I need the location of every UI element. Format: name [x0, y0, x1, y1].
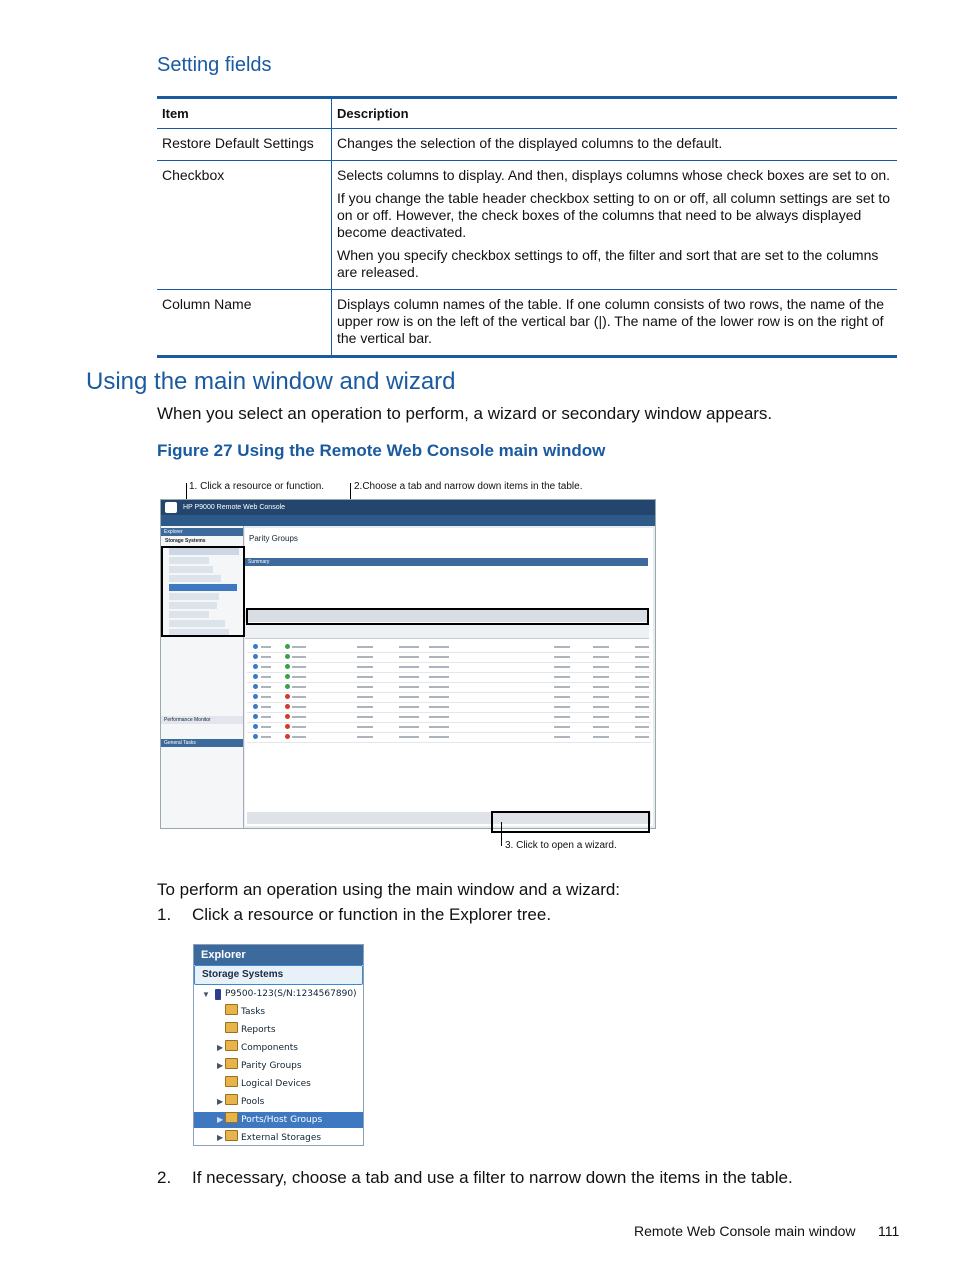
- cell-text: [554, 676, 570, 678]
- parity-group-icon: [253, 734, 258, 739]
- status-normal-icon: [285, 664, 290, 669]
- callout-1: 1. Click a resource or function.: [189, 481, 325, 492]
- cell-text: [357, 656, 373, 658]
- reports-icon: [225, 1022, 238, 1033]
- general-tasks-header: General Tasks: [161, 739, 243, 747]
- cell-text: [261, 666, 271, 668]
- description-text: Selects columns to display. And then, displays columns whose check boxes are set to on.: [337, 167, 891, 183]
- wizard-button-highlight-box: [491, 811, 650, 833]
- tree-item-tasks[interactable]: [225, 1004, 265, 1020]
- cell-text: [635, 646, 649, 648]
- cell-text: [554, 646, 570, 648]
- status-blocked-icon: [285, 724, 290, 729]
- cell-text: [399, 706, 419, 708]
- explorer-tree-closeup: [193, 944, 364, 1146]
- parity-groups-title: Parity Groups: [249, 534, 298, 543]
- cell-text: [554, 726, 570, 728]
- cell-text: [399, 646, 419, 648]
- collapsed-arrow-icon: ▶: [217, 1115, 224, 1124]
- table-row: [247, 732, 651, 743]
- ports-host-groups-icon: [225, 1112, 238, 1123]
- parity-group-icon: [253, 674, 258, 679]
- cell-text: [399, 736, 419, 738]
- cell-text: [554, 696, 570, 698]
- table-row: [157, 129, 897, 161]
- summary-header: Summary: [245, 558, 648, 566]
- cell-text: [399, 666, 419, 668]
- description-cell: [332, 290, 898, 357]
- cell-text: [357, 646, 373, 648]
- cell-text: [357, 696, 373, 698]
- tree-item-logical-devices[interactable]: [225, 1076, 311, 1092]
- cell-text: [554, 686, 570, 688]
- cell-text: [357, 706, 373, 708]
- cell-text: [292, 676, 306, 678]
- cell-text: [635, 706, 649, 708]
- menu-bar: [161, 515, 655, 526]
- description-cell: [332, 161, 898, 290]
- tree-item-label: External Storages: [241, 1133, 322, 1143]
- cell-text: [593, 686, 609, 688]
- cell-text: [261, 696, 271, 698]
- collapsed-arrow-icon[interactable]: ▶: [217, 1061, 224, 1070]
- tree-item-reports[interactable]: [225, 1022, 276, 1038]
- window-title: HP P9000 Remote Web Console: [182, 504, 286, 511]
- description-text: If you change the table header checkbox setting to on or off, all column settings are set to on or off. However, the check boxes of the columns that need to be always displayed become deactivated.: [337, 190, 891, 240]
- cell-text: [399, 686, 419, 688]
- pools-icon: [225, 1094, 238, 1105]
- description-text: Displays column names of the table. If one column consists of two rows, the name of the upper row is on the left of the vertical bar (|). The name of the lower row is on the right of the vertical bar.: [337, 296, 885, 346]
- step-1-number: 1.: [157, 905, 172, 924]
- explorer-highlight-box: [161, 546, 245, 637]
- cell-text: [292, 666, 306, 668]
- column-header-description: Description: [332, 98, 898, 129]
- cell-text: [292, 656, 306, 658]
- tree-item-label: Tasks: [241, 1007, 266, 1017]
- table-header-row: [157, 98, 897, 129]
- cell-text: [261, 686, 271, 688]
- cell-text: [593, 736, 609, 738]
- cell-text: [593, 666, 609, 668]
- cell-text: [593, 706, 609, 708]
- table-row: [157, 161, 897, 290]
- item-cell: Checkbox: [157, 161, 332, 290]
- tree-item-components[interactable]: [225, 1040, 298, 1056]
- cell-text: [399, 676, 419, 678]
- components-icon: [225, 1040, 238, 1051]
- cell-text: [429, 666, 449, 668]
- section-heading: Using the main window and wizard: [86, 368, 456, 395]
- cell-text: [554, 716, 570, 718]
- parity-group-icon: [253, 714, 258, 719]
- cell-text: [429, 646, 449, 648]
- cell-text: [593, 726, 609, 728]
- filter-highlight-box: [246, 608, 649, 625]
- step-2-text: If necessary, choose a tab and use a filter to narrow down the items in the table.: [192, 1168, 793, 1187]
- description-cell: [332, 129, 898, 161]
- parity-group-icon: [253, 694, 258, 699]
- parity-group-icon: [253, 684, 258, 689]
- cell-text: [357, 716, 373, 718]
- cell-text: [357, 736, 373, 738]
- cell-text: [261, 716, 271, 718]
- step-1-text: Click a resource or function in the Explorer tree.: [192, 905, 552, 924]
- cell-text: [357, 686, 373, 688]
- tree-item-label: Reports: [241, 1025, 276, 1035]
- tree-item-label: Components: [241, 1043, 298, 1053]
- status-blocked-icon: [285, 714, 290, 719]
- storage-systems-label: Storage Systems: [165, 538, 206, 544]
- cell-text: [357, 726, 373, 728]
- section-intro: When you select an operation to perform, a wizard or secondary window appears.: [157, 404, 773, 423]
- tree-root-storage-system[interactable]: P9500-123(S/N:1234567890): [225, 989, 357, 999]
- cell-text: [399, 696, 419, 698]
- explorer-header: Explorer: [161, 528, 243, 536]
- callout-3-line: [501, 822, 502, 846]
- table-column-headers: [245, 624, 649, 639]
- step-2-number: 2.: [157, 1168, 172, 1187]
- logical-devices-icon: [225, 1076, 238, 1087]
- cell-text: [593, 716, 609, 718]
- cell-text: [292, 706, 306, 708]
- cell-text: [429, 676, 449, 678]
- cell-text: [635, 666, 649, 668]
- cell-text: [554, 666, 570, 668]
- cell-text: [593, 656, 609, 658]
- steps-lead: To perform an operation using the main window and a wizard:: [157, 880, 621, 899]
- collapsed-arrow-icon[interactable]: ▶: [217, 1097, 224, 1106]
- cell-text: [261, 726, 271, 728]
- status-normal-icon: [285, 654, 290, 659]
- status-blocked-icon: [285, 694, 290, 699]
- cell-text: [635, 716, 649, 718]
- storage-systems-button[interactable]: Storage Systems: [194, 965, 363, 985]
- cell-text: [554, 656, 570, 658]
- status-blocked-icon: [285, 704, 290, 709]
- cell-text: [429, 706, 449, 708]
- tree-item-label: Ports/Host Groups: [241, 1115, 323, 1125]
- item-cell: Column Name: [157, 290, 332, 357]
- cell-text: [261, 736, 271, 738]
- setting-fields-heading: Setting fields: [157, 54, 272, 76]
- cell-text: [635, 686, 649, 688]
- cell-text: [292, 716, 306, 718]
- cell-text: [429, 726, 449, 728]
- tasks-icon: [225, 1004, 238, 1015]
- cell-text: [292, 736, 306, 738]
- tree-item-pools[interactable]: [225, 1094, 264, 1110]
- window-title-bar: [161, 500, 655, 515]
- hp-logo-icon: [165, 502, 177, 513]
- column-header-item: Item: [157, 98, 332, 129]
- parity-group-icon: [253, 704, 258, 709]
- cell-text: [261, 646, 271, 648]
- cell-text: [429, 716, 449, 718]
- cell-text: [635, 656, 649, 658]
- tree-item-external-storages[interactable]: [225, 1130, 321, 1146]
- explorer-header: Explorer: [194, 945, 363, 965]
- callout-3: 3. Click to open a wizard.: [505, 840, 617, 851]
- status-normal-icon: [285, 684, 290, 689]
- tree-item-ports-host-groups-selected[interactable]: [194, 1112, 363, 1128]
- external-storages-icon: [225, 1130, 238, 1141]
- tree-item-label: Pools: [241, 1097, 265, 1107]
- cell-text: [399, 726, 419, 728]
- storage-system-icon: [215, 989, 221, 1000]
- cell-text: [292, 696, 306, 698]
- tree-item-parity-groups[interactable]: [225, 1058, 302, 1074]
- cell-text: [292, 726, 306, 728]
- tree-item-label: Logical Devices: [241, 1079, 311, 1089]
- cell-text: [261, 676, 271, 678]
- cell-text: [429, 656, 449, 658]
- cell-text: [292, 646, 306, 648]
- cell-text: [635, 726, 649, 728]
- table-row: [157, 290, 897, 357]
- status-blocked-icon: [285, 734, 290, 739]
- cell-text: [429, 696, 449, 698]
- parity-group-icon: [253, 654, 258, 659]
- cell-text: [357, 676, 373, 678]
- description-text: When you specify checkbox settings to off, the filter and sort that are set to the columns are released.: [337, 247, 879, 280]
- cell-text: [593, 646, 609, 648]
- performance-monitor-link: Performance Monitor: [161, 716, 243, 724]
- parity-group-icon: [253, 724, 258, 729]
- cell-text: [554, 706, 570, 708]
- cell-text: [292, 686, 306, 688]
- expanded-arrow-icon: ▼: [202, 990, 210, 999]
- parity-group-icon: [253, 664, 258, 669]
- tree-item-label: Parity Groups: [241, 1061, 302, 1071]
- setting-fields-table: [157, 96, 897, 358]
- cell-text: [429, 736, 449, 738]
- status-normal-icon: [285, 674, 290, 679]
- cell-text: [429, 686, 449, 688]
- cell-text: [261, 706, 271, 708]
- figure-caption: Figure 27 Using the Remote Web Console main window: [157, 441, 606, 460]
- status-normal-icon: [285, 644, 290, 649]
- parity-group-icon: [253, 644, 258, 649]
- cell-text: [554, 736, 570, 738]
- collapsed-arrow-icon[interactable]: ▶: [217, 1133, 224, 1142]
- cell-text: [593, 676, 609, 678]
- cell-text: [635, 736, 649, 738]
- cell-text: [635, 676, 649, 678]
- page-number: 111: [878, 1223, 900, 1239]
- cell-text: [357, 666, 373, 668]
- item-cell: Restore Default Settings: [157, 129, 332, 161]
- footer-title: Remote Web Console main window: [634, 1223, 856, 1239]
- cell-text: [593, 696, 609, 698]
- description-text: Changes the selection of the displayed columns to the default.: [337, 135, 723, 151]
- cell-text: [261, 656, 271, 658]
- collapsed-arrow-icon[interactable]: ▶: [217, 1043, 224, 1052]
- cell-text: [635, 696, 649, 698]
- parity-groups-icon: [225, 1058, 238, 1069]
- cell-text: [399, 656, 419, 658]
- cell-text: [399, 716, 419, 718]
- callout-2: 2.Choose a tab and narrow down items in the table.: [354, 481, 583, 492]
